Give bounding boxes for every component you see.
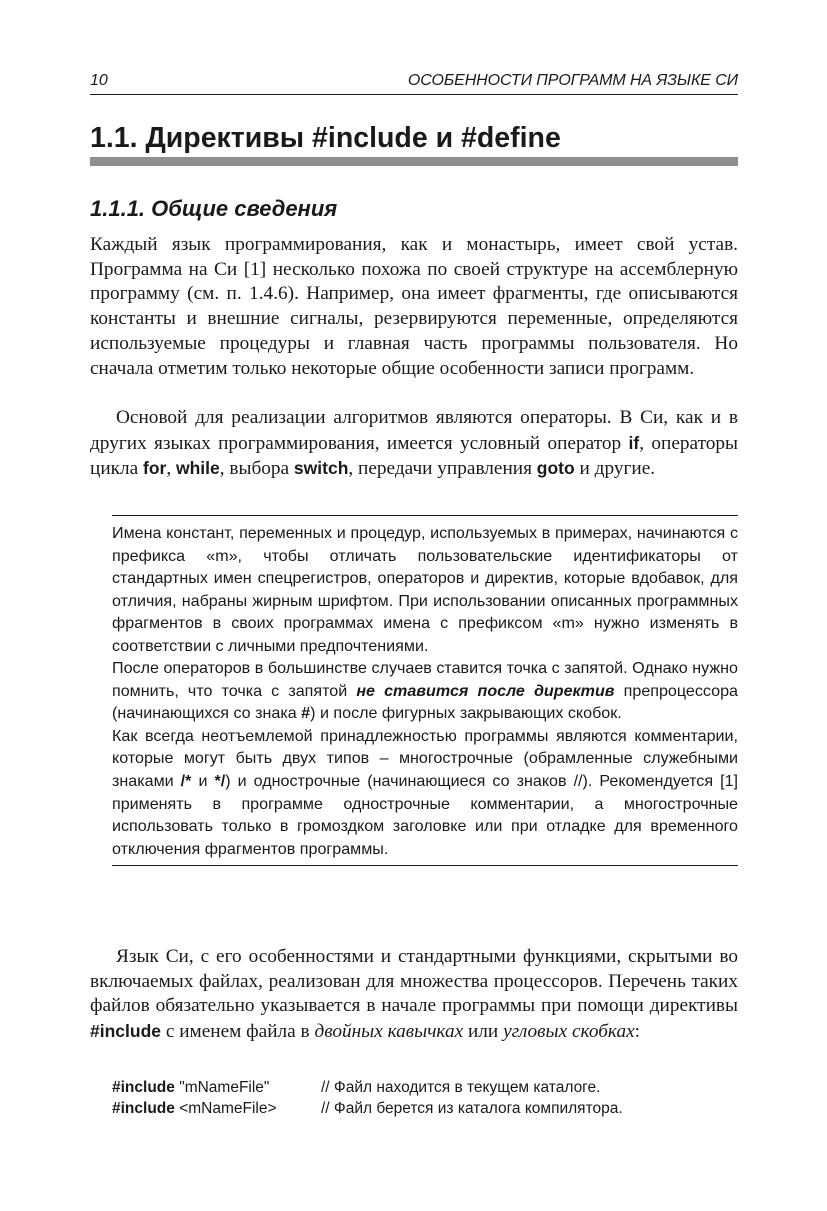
note-box [112,515,738,866]
code-example [112,1077,738,1119]
page-number: 10 [90,72,108,89]
hash-symbol: # [301,704,311,723]
text-run: , [166,458,176,480]
text-run: Как всегда неотъемлемой принадлежностью программы являются комментарии, которые могут быть двух типов – многострочные (обрамленные служебными знаками [112,726,738,791]
note-paragraph-semicolon [112,657,738,725]
comment-close-token: */ [214,772,226,791]
code-line [112,1077,738,1098]
keyword-for: for [143,458,167,479]
code-directive: #include [112,1079,175,1096]
running-header [90,72,738,95]
text-run: и [191,772,215,791]
paragraph-include [90,945,738,1045]
paragraph-operators [90,406,738,482]
code-line [112,1098,738,1119]
keyword-if: if [628,432,640,453]
code-argument: "mNameFile" [174,1079,270,1096]
paragraph-intro: Каждый язык программирования, как и монастырь, имеет свой устав. Программа на Си [1] несколько похожа по своей структуре на ассемблерную программу (см. п. 1.4.6). Например, она имеет фрагменты, где описываются константы и внешние сигналы, резервируются переменные, определяются используемые процедуры и главная часть программы пользователя. Но сначала отметим только некоторые общие особенности записи программ. [90,234,738,379]
text-run: и другие. [574,458,656,480]
code-directive: #include [112,1100,175,1117]
italic-angle-brackets: угловых скобках [503,1021,635,1043]
text-run: ) и однострочные (начинающиеся со знаков //). Рекомендуется [1] применять в программе однострочные комментарии, а многострочные использовать только в громоздком заголовке или при отладке для временного отключения фрагментов программы. [112,772,739,858]
text-run: препроцессора (начинающихся со знака [112,681,738,723]
text-run: , операторы цикла [90,432,738,480]
section-underline-bar [90,157,738,166]
code-comment: // Файл находится в текущем каталоге. [321,1079,601,1096]
keyword-include: #include [90,1021,161,1042]
text-run: : [634,1021,641,1043]
text-run: ) и после фигурных закрывающих скобок. [310,704,622,723]
keyword-switch: switch [293,458,349,479]
italic-double-quotes: двойных кавычках [314,1021,464,1043]
text-run: , выбора [219,458,294,480]
code-argument: <mNameFile> [174,1100,277,1117]
note-paragraph-naming: Имена констант, переменных и процедур, используемых в примерах, начинаются с префикса «m», чтобы отличать пользовательские идентификаторы от стандартных имен спецрегистров, операторов и директив, которые вдобавок, для отличия, набраны жирным шрифтом. При использовании описанных программных фрагментов в своих программах имена с префиксом «m» нужно изменять в соответствии с личными предпочтениями. [112,524,738,655]
running-title: ОСОБЕННОСТИ ПРОГРАММ НА ЯЗЫКЕ СИ [407,72,738,89]
subsection-title: 1.1.1. Общие сведения [90,196,338,221]
keyword-while: while [175,458,220,479]
text-run: с именем файла в [161,1021,315,1043]
comment-open-token: /* [180,772,192,791]
keyword-goto: goto [536,458,575,479]
text-run: , передачи управления [348,458,537,480]
text-run: После операторов в большинстве случаев ставится точка с запятой. Однако нужно помнить, что точка с запятой [112,659,738,700]
text-run: или [463,1021,504,1043]
emphasis-directives: не ставится после директив [356,681,615,700]
text-run: Язык Си, с его особенностями и стандартными функциями, скрытыми во включаемых файлах, реализован для множества процессоров. Перечень таких файлов обязательно указывается в начале программы при помощи директивы [90,946,738,1017]
section-title: 1.1. Директивы #include и #define [90,122,561,154]
code-comment: // Файл берется из каталога компилятора. [321,1100,623,1117]
note-paragraph-comments [112,725,738,860]
text-run: Основой для реализации алгоритмов являются операторы. В Си, как и в других языках программирования, имеется условный оператор [90,407,738,454]
